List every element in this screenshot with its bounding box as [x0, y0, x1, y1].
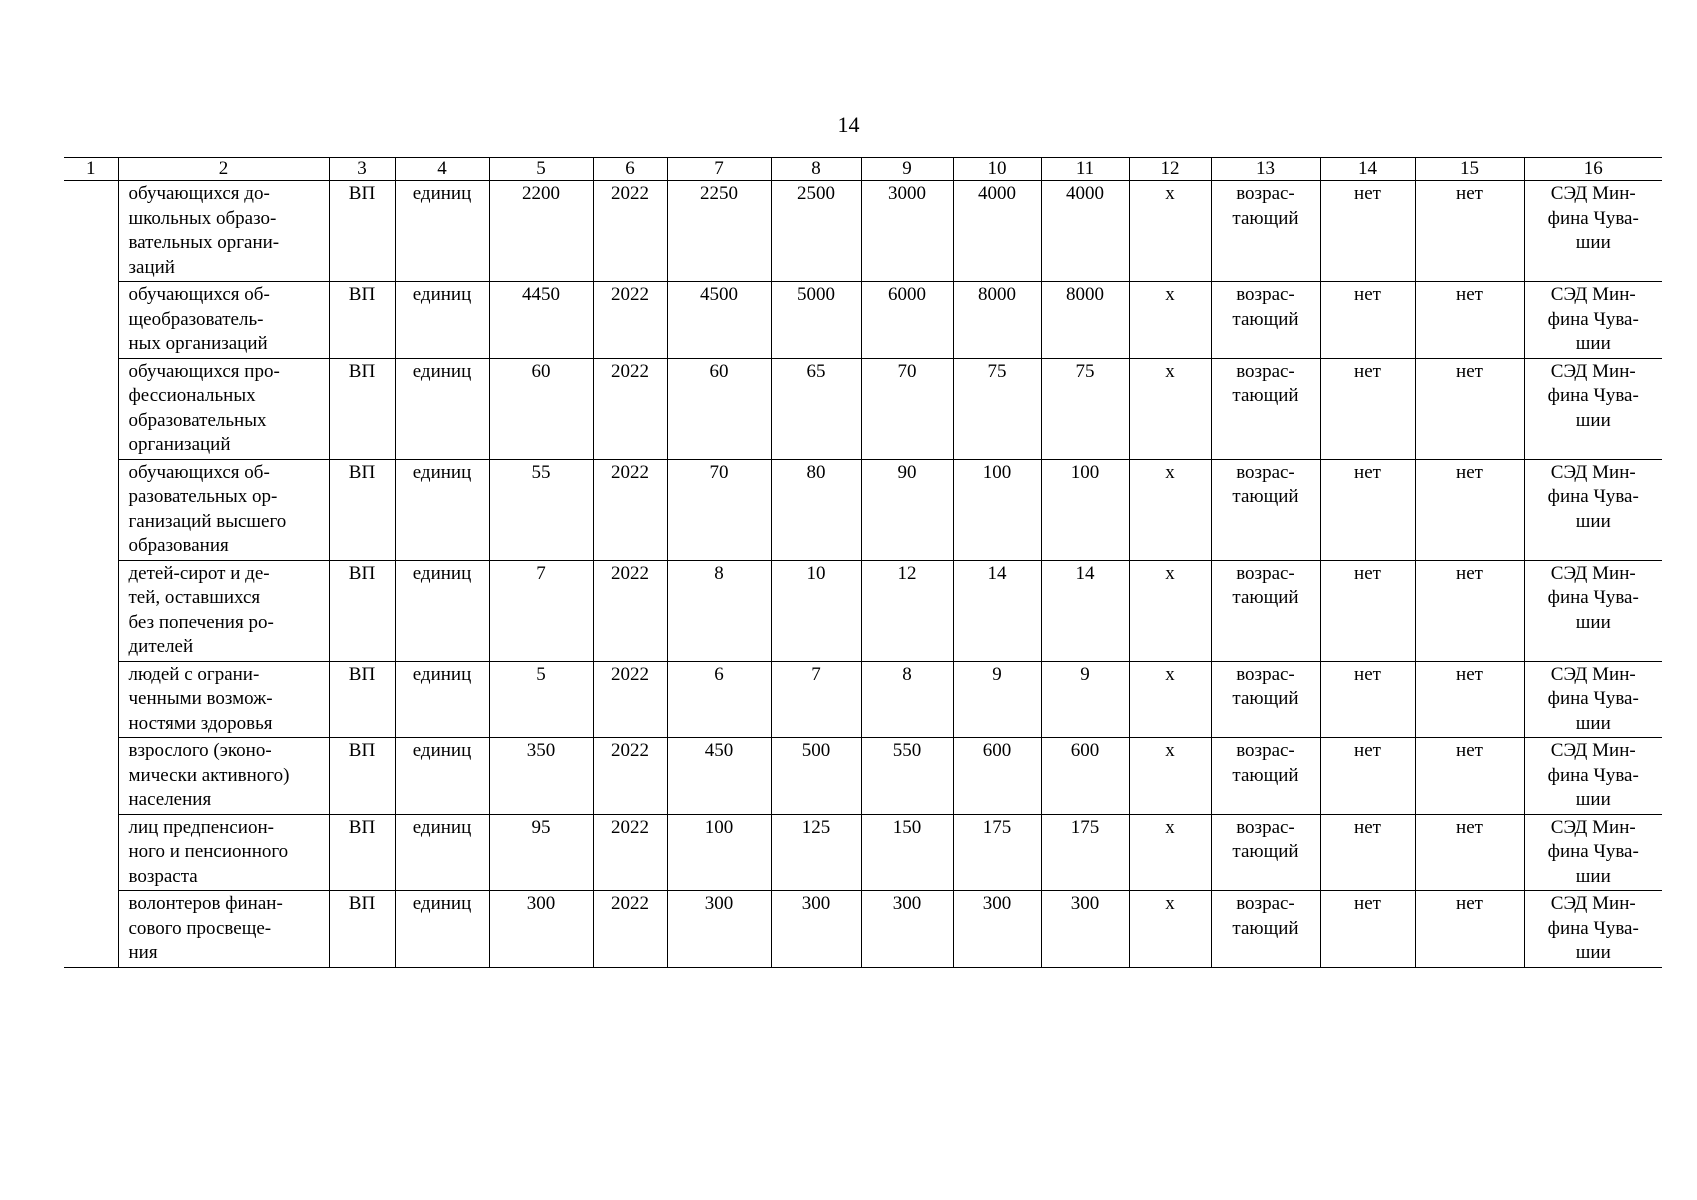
value-col7: 6 [667, 661, 771, 738]
data-source: СЭД Мин- фина Чува- шии [1524, 358, 1662, 459]
column-header-1: 1 [64, 158, 118, 181]
value-col10: 14 [953, 560, 1041, 661]
indicator-name: лиц предпенсион- ного и пенсионного возраста [118, 814, 329, 891]
value-col8: 65 [771, 358, 861, 459]
table-row [64, 814, 1662, 891]
cell-col15: нет [1415, 738, 1524, 815]
value-col11: 600 [1041, 738, 1129, 815]
base-value: 55 [489, 459, 593, 560]
cell-col15: нет [1415, 891, 1524, 968]
cell-col15: нет [1415, 814, 1524, 891]
cell-col1 [64, 814, 118, 891]
indicator-type: ВП [329, 661, 395, 738]
table-row [64, 891, 1662, 968]
value-col9: 6000 [861, 282, 953, 359]
base-year: 2022 [593, 661, 667, 738]
cell-col1 [64, 738, 118, 815]
column-header-8: 8 [771, 158, 861, 181]
value-col10: 75 [953, 358, 1041, 459]
unit-of-measure: единиц [395, 661, 489, 738]
value-col8: 125 [771, 814, 861, 891]
indicator-name: обучающихся про- фессиональных образовательных организаций [118, 358, 329, 459]
unit-of-measure: единиц [395, 459, 489, 560]
value-col11: 300 [1041, 891, 1129, 968]
indicator-name: обучающихся об- щеобразователь- ных организаций [118, 282, 329, 359]
value-col10: 175 [953, 814, 1041, 891]
indicator-name: обучающихся до- школьных образо- вательных органи- заций [118, 181, 329, 282]
cell-col1 [64, 358, 118, 459]
trend-direction: возрас- тающий [1211, 181, 1320, 282]
cell-col14: нет [1320, 738, 1415, 815]
indicator-table-container [64, 157, 1662, 968]
value-col11: 4000 [1041, 181, 1129, 282]
cell-col15: нет [1415, 181, 1524, 282]
trend-direction: возрас- тающий [1211, 282, 1320, 359]
cell-col1 [64, 282, 118, 359]
data-source: СЭД Мин- фина Чува- шии [1524, 560, 1662, 661]
table-row [64, 459, 1662, 560]
data-source: СЭД Мин- фина Чува- шии [1524, 814, 1662, 891]
base-year: 2022 [593, 891, 667, 968]
cell-col14: нет [1320, 459, 1415, 560]
unit-of-measure: единиц [395, 738, 489, 815]
value-col10: 100 [953, 459, 1041, 560]
cell-col12: х [1129, 891, 1211, 968]
value-col7: 70 [667, 459, 771, 560]
value-col11: 14 [1041, 560, 1129, 661]
value-col7: 100 [667, 814, 771, 891]
indicator-table [64, 157, 1662, 968]
cell-col12: х [1129, 459, 1211, 560]
value-col9: 300 [861, 891, 953, 968]
cell-col12: х [1129, 282, 1211, 359]
cell-col14: нет [1320, 891, 1415, 968]
cell-col14: нет [1320, 358, 1415, 459]
trend-direction: возрас- тающий [1211, 738, 1320, 815]
column-header-12: 12 [1129, 158, 1211, 181]
indicator-type: ВП [329, 282, 395, 359]
value-col10: 600 [953, 738, 1041, 815]
unit-of-measure: единиц [395, 814, 489, 891]
value-col8: 300 [771, 891, 861, 968]
cell-col12: х [1129, 814, 1211, 891]
indicator-name: людей с ограни- ченными возмож- ностями здоровья [118, 661, 329, 738]
value-col9: 90 [861, 459, 953, 560]
base-value: 300 [489, 891, 593, 968]
value-col7: 60 [667, 358, 771, 459]
column-header-9: 9 [861, 158, 953, 181]
base-value: 7 [489, 560, 593, 661]
unit-of-measure: единиц [395, 560, 489, 661]
value-col8: 10 [771, 560, 861, 661]
trend-direction: возрас- тающий [1211, 358, 1320, 459]
table-body [64, 181, 1662, 968]
cell-col12: х [1129, 358, 1211, 459]
column-header-14: 14 [1320, 158, 1415, 181]
base-year: 2022 [593, 738, 667, 815]
value-col11: 75 [1041, 358, 1129, 459]
column-header-11: 11 [1041, 158, 1129, 181]
value-col9: 8 [861, 661, 953, 738]
cell-col15: нет [1415, 661, 1524, 738]
table-row [64, 661, 1662, 738]
base-year: 2022 [593, 560, 667, 661]
indicator-type: ВП [329, 358, 395, 459]
indicator-type: ВП [329, 181, 395, 282]
unit-of-measure: единиц [395, 282, 489, 359]
column-header-13: 13 [1211, 158, 1320, 181]
cell-col14: нет [1320, 661, 1415, 738]
unit-of-measure: единиц [395, 891, 489, 968]
value-col7: 2250 [667, 181, 771, 282]
table-row [64, 560, 1662, 661]
data-source: СЭД Мин- фина Чува- шии [1524, 891, 1662, 968]
value-col11: 100 [1041, 459, 1129, 560]
indicator-name: взрослого (эконо- мически активного) населения [118, 738, 329, 815]
column-header-4: 4 [395, 158, 489, 181]
indicator-type: ВП [329, 560, 395, 661]
data-source: СЭД Мин- фина Чува- шии [1524, 282, 1662, 359]
cell-col14: нет [1320, 282, 1415, 359]
value-col11: 175 [1041, 814, 1129, 891]
base-value: 4450 [489, 282, 593, 359]
cell-col12: х [1129, 738, 1211, 815]
cell-col15: нет [1415, 282, 1524, 359]
indicator-name: волонтеров финан- сового просвеще- ния [118, 891, 329, 968]
column-header-5: 5 [489, 158, 593, 181]
column-header-16: 16 [1524, 158, 1662, 181]
indicator-type: ВП [329, 738, 395, 815]
column-header-15: 15 [1415, 158, 1524, 181]
trend-direction: возрас- тающий [1211, 891, 1320, 968]
cell-col14: нет [1320, 560, 1415, 661]
base-year: 2022 [593, 358, 667, 459]
value-col7: 4500 [667, 282, 771, 359]
base-value: 5 [489, 661, 593, 738]
data-source: СЭД Мин- фина Чува- шии [1524, 459, 1662, 560]
trend-direction: возрас- тающий [1211, 560, 1320, 661]
data-source: СЭД Мин- фина Чува- шии [1524, 738, 1662, 815]
value-col11: 8000 [1041, 282, 1129, 359]
value-col8: 7 [771, 661, 861, 738]
value-col10: 300 [953, 891, 1041, 968]
base-year: 2022 [593, 282, 667, 359]
value-col10: 4000 [953, 181, 1041, 282]
value-col8: 5000 [771, 282, 861, 359]
column-header-3: 3 [329, 158, 395, 181]
indicator-type: ВП [329, 891, 395, 968]
page-number: 14 [837, 112, 860, 137]
data-source: СЭД Мин- фина Чува- шии [1524, 181, 1662, 282]
column-header-6: 6 [593, 158, 667, 181]
indicator-type: ВП [329, 459, 395, 560]
value-col9: 70 [861, 358, 953, 459]
value-col10: 9 [953, 661, 1041, 738]
table-row [64, 181, 1662, 282]
base-year: 2022 [593, 459, 667, 560]
column-header-7: 7 [667, 158, 771, 181]
base-year: 2022 [593, 814, 667, 891]
cell-col15: нет [1415, 459, 1524, 560]
indicator-name: обучающихся об- разовательных ор- ганизаций высшего образования [118, 459, 329, 560]
value-col7: 8 [667, 560, 771, 661]
trend-direction: возрас- тающий [1211, 459, 1320, 560]
table-row [64, 282, 1662, 359]
value-col7: 300 [667, 891, 771, 968]
value-col10: 8000 [953, 282, 1041, 359]
unit-of-measure: единиц [395, 181, 489, 282]
value-col11: 9 [1041, 661, 1129, 738]
data-source: СЭД Мин- фина Чува- шии [1524, 661, 1662, 738]
cell-col1 [64, 181, 118, 282]
column-header-2: 2 [118, 158, 329, 181]
cell-col15: нет [1415, 358, 1524, 459]
value-col9: 550 [861, 738, 953, 815]
value-col8: 2500 [771, 181, 861, 282]
trend-direction: возрас- тающий [1211, 661, 1320, 738]
base-value: 95 [489, 814, 593, 891]
value-col9: 150 [861, 814, 953, 891]
header-row [64, 158, 1662, 181]
trend-direction: возрас- тающий [1211, 814, 1320, 891]
cell-col1 [64, 891, 118, 968]
cell-col12: х [1129, 661, 1211, 738]
base-value: 2200 [489, 181, 593, 282]
cell-col14: нет [1320, 181, 1415, 282]
table-row [64, 358, 1662, 459]
indicator-name: детей-сирот и де- тей, оставшихся без попечения ро- дителей [118, 560, 329, 661]
base-year: 2022 [593, 181, 667, 282]
cell-col1 [64, 459, 118, 560]
table-row [64, 738, 1662, 815]
value-col7: 450 [667, 738, 771, 815]
cell-col12: х [1129, 560, 1211, 661]
cell-col12: х [1129, 181, 1211, 282]
unit-of-measure: единиц [395, 358, 489, 459]
cell-col15: нет [1415, 560, 1524, 661]
cell-col1 [64, 560, 118, 661]
value-col9: 12 [861, 560, 953, 661]
column-header-10: 10 [953, 158, 1041, 181]
base-value: 350 [489, 738, 593, 815]
cell-col14: нет [1320, 814, 1415, 891]
value-col8: 500 [771, 738, 861, 815]
base-value: 60 [489, 358, 593, 459]
indicator-type: ВП [329, 814, 395, 891]
value-col8: 80 [771, 459, 861, 560]
value-col9: 3000 [861, 181, 953, 282]
cell-col1 [64, 661, 118, 738]
